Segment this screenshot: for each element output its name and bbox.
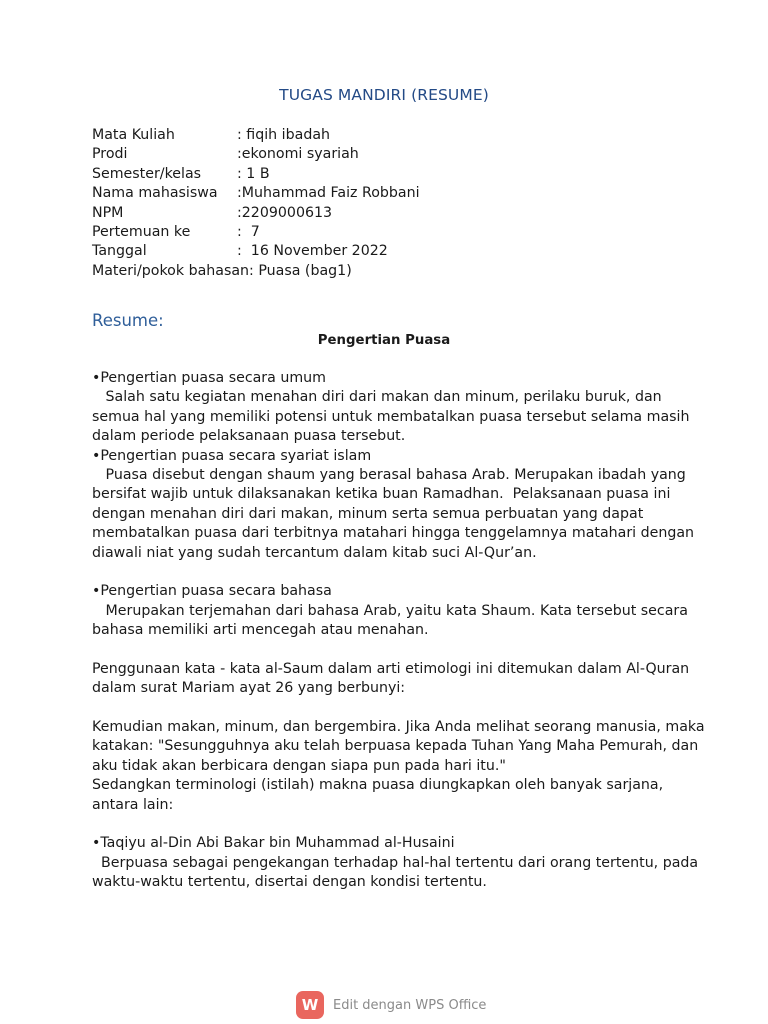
meta-label: Semester/kelas xyxy=(92,165,202,182)
body-line: diawali niat yang sudah tercantum dalam kitab suci Al-Qur’an. xyxy=(92,544,537,561)
meta-value: :2209000613 xyxy=(237,204,333,221)
meta-row xyxy=(92,126,692,145)
meta-value: : fiqih ibadah xyxy=(237,127,331,143)
body-line: katakan: "Sesungguhnya aku telah berpuasa kepada Tuhan Yang Maha Pemurah, dan xyxy=(92,738,699,755)
body-line: Sedangkan terminologi (istilah) makna puasa diungkapkan oleh banyak sarjana, xyxy=(92,777,664,794)
body-line: aku tidak akan berbicara dengan siapa pun pada hari itu." xyxy=(92,757,506,774)
meta-row xyxy=(92,204,692,223)
body-line: •Taqiyu al-Din Abi Bakar bin Muhammad al-Husaini xyxy=(92,835,455,852)
body-line: •Pengertian puasa secara syariat islam xyxy=(92,447,372,464)
meta-value: : Puasa (bag1) xyxy=(249,262,352,279)
body-line: dalam surat Mariam ayat 26 yang berbunyi: xyxy=(92,680,406,697)
body-line: Berpuasa sebagai pengekangan terhadap hal-hal tertentu dari orang tertentu, pada xyxy=(92,854,699,871)
meta-label: NPM xyxy=(92,204,124,221)
meta-row xyxy=(92,165,692,184)
meta-label: Prodi xyxy=(92,146,128,163)
meta-row xyxy=(92,145,692,164)
meta-row xyxy=(92,242,692,261)
body-line: antara lain: xyxy=(92,796,174,813)
wps-logo-icon[interactable]: W xyxy=(296,991,324,1019)
resume-heading: Resume: xyxy=(92,311,164,330)
meta-value: : 7 xyxy=(237,223,260,240)
meta-label: Materi/pokok bahasan xyxy=(92,262,250,279)
meta-row xyxy=(92,184,692,203)
meta-label: Tanggal xyxy=(92,243,147,260)
meta-value: :Muhammad Faiz Robbani xyxy=(237,185,420,202)
blank-line xyxy=(92,815,682,834)
wps-edit-link[interactable]: Edit dengan WPS Office xyxy=(333,997,487,1013)
body-line: Kemudian makan, minum, dan bergembira. Jika Anda melihat seorang manusia, maka xyxy=(92,719,705,736)
body-line: membatalkan puasa dari terbitnya matahari hingga tenggelamnya matahari dengan xyxy=(92,525,695,542)
meta-value: : 16 November 2022 xyxy=(237,243,388,260)
body-line: semua hal yang memiliki potensi untuk membatalkan puasa tersebut selama masih xyxy=(92,408,690,425)
blank-line xyxy=(92,699,682,718)
meta-row xyxy=(92,223,692,242)
page-title: TUGAS MANDIRI (RESUME) xyxy=(279,86,489,104)
meta-block xyxy=(92,126,692,281)
meta-label: Nama mahasiswa xyxy=(92,185,218,202)
body-line: Salah satu kegiatan menahan diri dari makan dan minum, perilaku buruk, dan xyxy=(92,389,662,406)
meta-value: :ekonomi syariah xyxy=(237,146,359,163)
section-subtitle: Pengertian Puasa xyxy=(317,333,451,348)
blank-line xyxy=(92,563,682,582)
meta-row xyxy=(92,262,692,281)
meta-label: Pertemuan ke xyxy=(92,223,191,240)
meta-label: Mata Kuliah xyxy=(92,127,175,143)
body-line: Penggunaan kata - kata al-Saum dalam arti etimologi ini ditemukan dalam Al-Quran xyxy=(92,660,690,677)
body-line: dalam periode pelaksanaan puasa tersebut. xyxy=(92,428,406,445)
body-line: waktu-waktu tertentu, disertai dengan kondisi tertentu. xyxy=(92,874,487,891)
wps-footer[interactable] xyxy=(296,991,486,1019)
body-line: bersifat wajib untuk dilaksanakan ketika buan Ramadhan. Pelaksanaan puasa ini xyxy=(92,486,671,503)
body-line: Puasa disebut dengan shaum yang berasal bahasa Arab. Merupakan ibadah yang xyxy=(92,466,686,483)
body-line: •Pengertian puasa secara umum xyxy=(92,370,326,386)
body-line: bahasa memiliki arti mencegah atau menahan. xyxy=(92,622,429,639)
body-line: Merupakan terjemahan dari bahasa Arab, yaitu kata Shaum. Kata tersebut secara xyxy=(92,602,688,619)
body-text xyxy=(92,369,705,893)
body-line: dengan menahan diri dari makan, minum serta semua perbuatan yang dapat xyxy=(92,505,644,522)
meta-value: : 1 B xyxy=(237,165,270,182)
body-line: •Pengertian puasa secara bahasa xyxy=(92,583,332,600)
blank-line xyxy=(92,640,682,659)
